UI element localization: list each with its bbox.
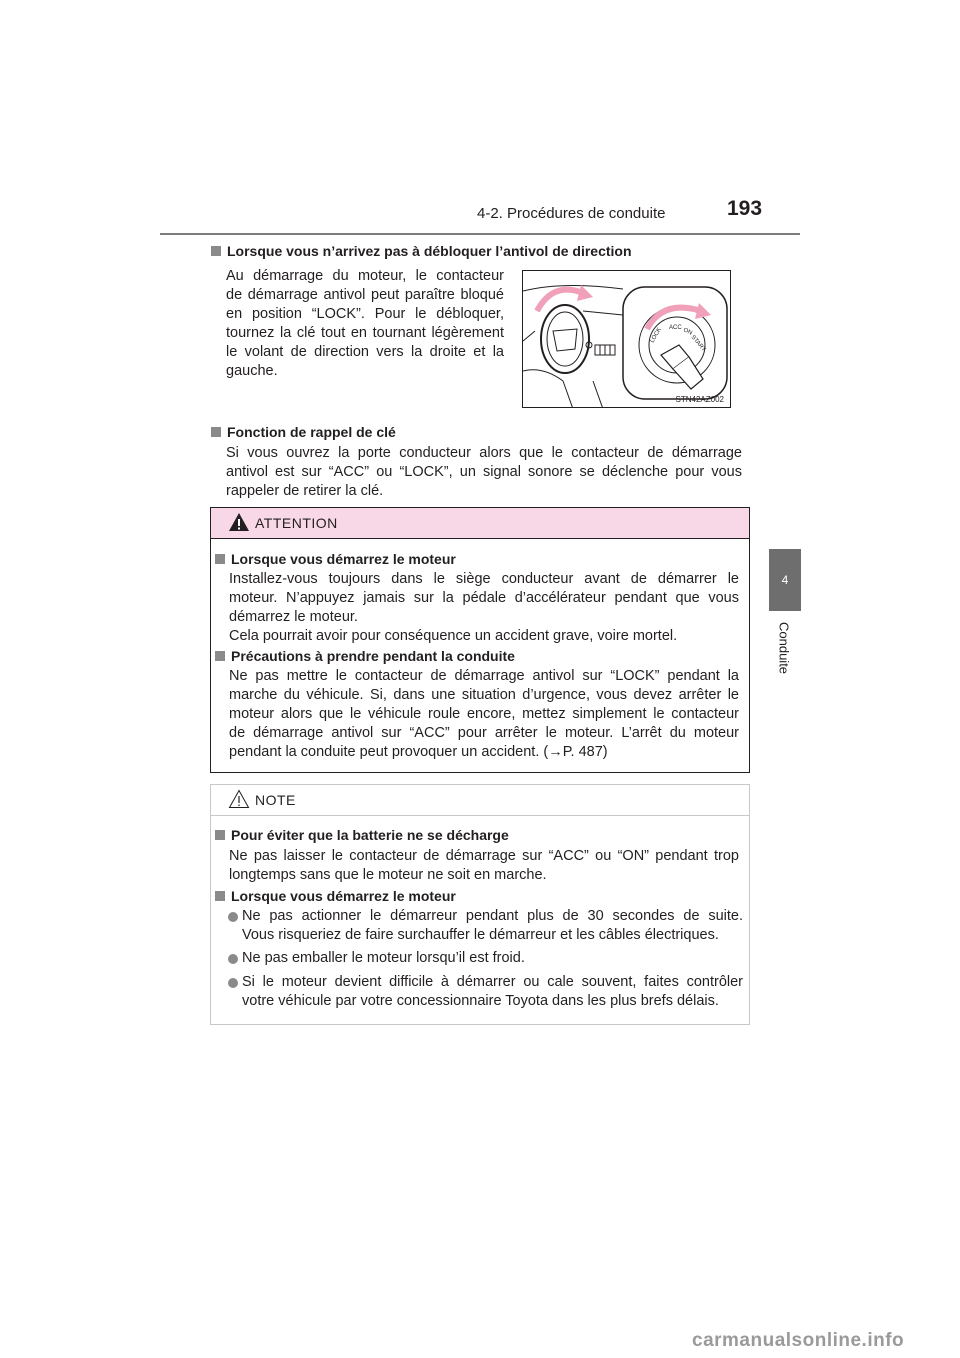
square-bullet-icon bbox=[215, 651, 225, 661]
circle-bullet-icon bbox=[228, 954, 238, 964]
chapter-tab[interactable] bbox=[769, 549, 801, 611]
svg-text:ON: ON bbox=[682, 327, 693, 337]
chapter-tab-number: 4 bbox=[781, 573, 789, 587]
warning-triangle-icon bbox=[228, 512, 250, 532]
note-bullet1-text: Ne pas actionner le démarreur pendant plus de 30 secondes de suite. Vous risqueriez de faire surchauffer le démarreur et les câbles électriques. bbox=[242, 908, 743, 943]
attention-box bbox=[210, 507, 750, 773]
note-bullet3-text: Si le moteur devient difficile à démarrer ou cale souvent, faites contrôler votre véhicule par votre concessionnaire Toyota dans les plus brefs délais. bbox=[242, 974, 743, 1009]
note-item2-heading: Lorsque vous démarrez le moteur bbox=[215, 888, 456, 904]
attention-title: ATTENTION bbox=[255, 515, 338, 531]
header-rule bbox=[160, 233, 800, 235]
square-bullet-icon bbox=[215, 830, 225, 840]
note-bullet2-text: Ne pas emballer le moteur lorsqu’il est froid. bbox=[242, 950, 525, 966]
header-section-title: 4-2. Procédures de conduite bbox=[477, 205, 666, 222]
section2-heading: Fonction de rappel de clé bbox=[211, 424, 396, 440]
watermark: carmanualsonline.info bbox=[692, 1330, 905, 1351]
svg-text:LOCK: LOCK bbox=[649, 326, 663, 344]
page-number: 193 bbox=[727, 197, 763, 220]
square-bullet-icon bbox=[215, 554, 225, 564]
ignition-illustration bbox=[522, 270, 731, 408]
chapter-tab-label: Conduite bbox=[776, 621, 792, 675]
svg-text:ACC: ACC bbox=[669, 325, 682, 331]
note-header bbox=[211, 785, 749, 816]
note-box bbox=[210, 784, 750, 1025]
steering-lock-diagram bbox=[523, 271, 731, 408]
attention-item2-heading: Précautions à prendre pendant la conduite bbox=[215, 648, 515, 664]
note-item1-heading: Pour éviter que la batterie ne se décharge bbox=[215, 827, 509, 843]
section1-text: Au démarrage du moteur, le contacteur de démarrage antivol peut paraître bloqué en position “LOCK”. Pour le débloquer, tournez la clé tout en tournant légèrement le volant de direction vers la droite et la gauche. bbox=[226, 268, 504, 379]
attention-item1-text: Installez-vous toujours dans le siège conducteur avant de démarrer le moteur. N’appuyez jamais sur la pédale d’accélérateur pendant que vous démarrez le moteur. Cela pourrait avoir pour conséquence un accident grave, voire mortel. bbox=[229, 571, 739, 644]
square-bullet-icon bbox=[211, 427, 221, 437]
svg-text:START: START bbox=[689, 334, 707, 353]
attention-item2-text: Ne pas mettre le contacteur de démarrage antivol sur “LOCK” pendant la marche du véhicule. Si, dans une situation d’urgence, vous devez arrêter le moteur alors que le véhicule roule encore, mettez simplement le contacteur de démarrage antivol sur “ACC” pour arrêter le moteur. L’arrêt du moteur pendant la conduite peut provoquer un accident. (→P. 487) bbox=[229, 668, 739, 760]
section2-text: Si vous ouvrez la porte conducteur alors que le contacteur de démarrage antivol est sur “ACC” ou “LOCK”, un signal sonore se déclenche pour vous rappeler de retirer la clé. bbox=[226, 445, 742, 499]
note-title: NOTE bbox=[255, 792, 296, 808]
square-bullet-icon bbox=[215, 891, 225, 901]
circle-bullet-icon bbox=[228, 978, 238, 988]
circle-bullet-icon bbox=[228, 912, 238, 922]
square-bullet-icon bbox=[211, 246, 221, 256]
illustration-code: STN42AZ002 bbox=[675, 395, 724, 404]
attention-item1-heading: Lorsque vous démarrez le moteur bbox=[215, 551, 456, 567]
section1-heading: Lorsque vous n’arrivez pas à débloquer l’antivol de direction bbox=[211, 243, 632, 259]
caution-triangle-icon bbox=[228, 789, 250, 809]
note-item1-text: Ne pas laisser le contacteur de démarrage sur “ACC” ou “ON” pendant trop longtemps sans que le moteur ne soit en marche. bbox=[229, 848, 739, 883]
attention-header bbox=[211, 508, 749, 539]
